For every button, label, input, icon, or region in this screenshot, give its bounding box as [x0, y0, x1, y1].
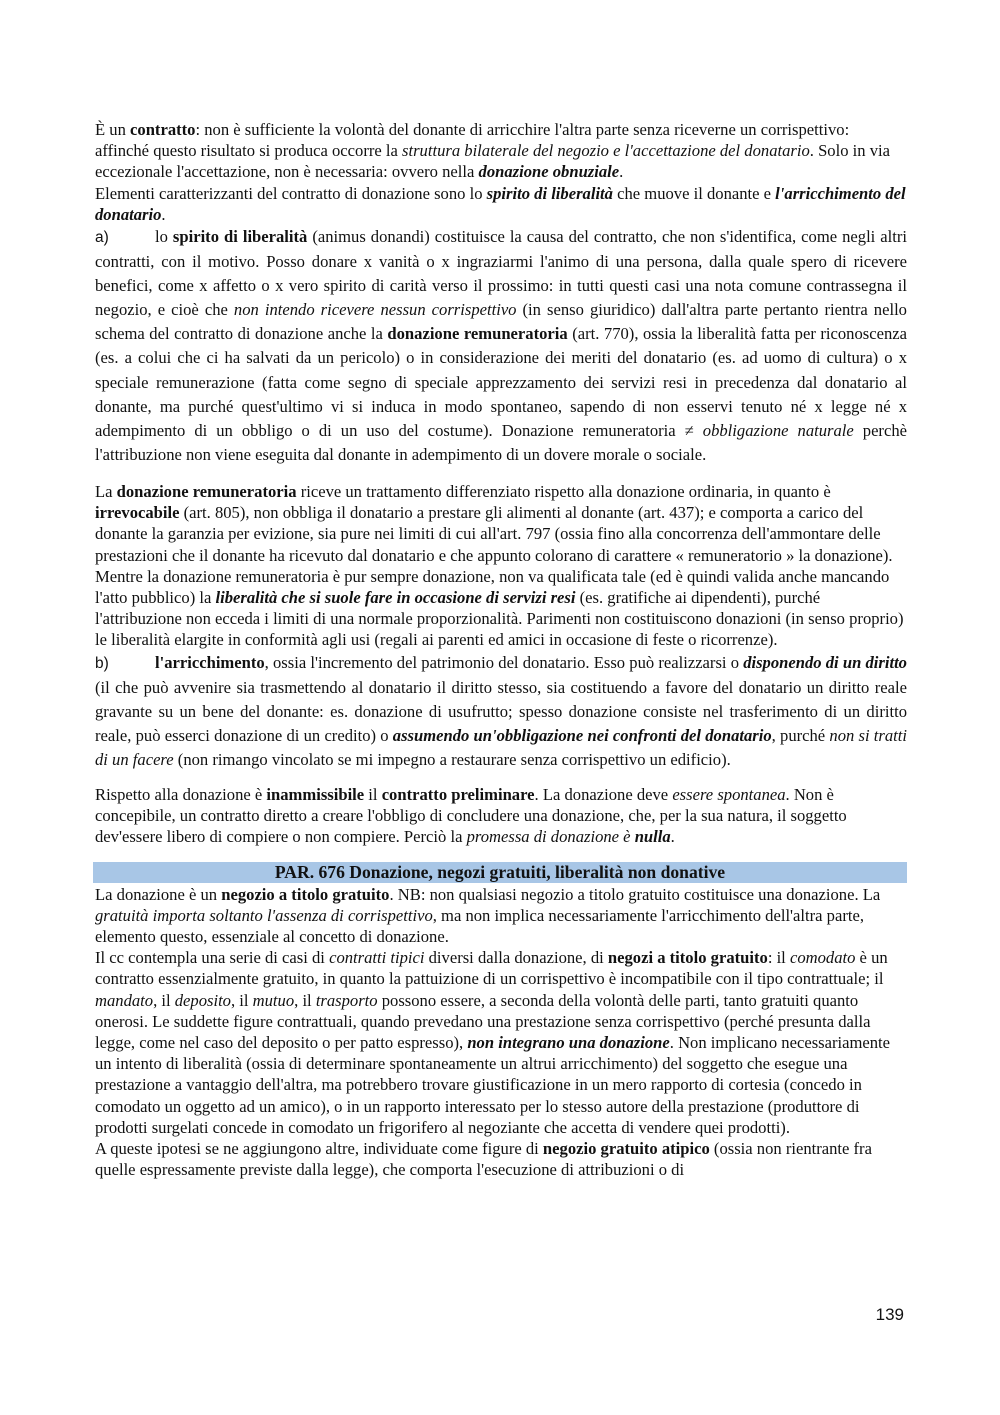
page-number: 139 — [875, 1305, 904, 1324]
preliminare-paragraph: Rispetto alla donazione è inammissibile il contratto preliminare. La donazione deve essere spontanea. Non è concepibile, un contratto diretto a creare l'obbligo di concludere una donazione, che, per la sua natura, il soggetto dev'essere libero di compiere o non compiere. Perciò la promessa di donazione è nulla. — [95, 785, 847, 847]
elements-paragraph: Elementi caratterizzanti del contratto di donazione sono lo spirito di liberalità che muove il donante e l'arricchimento del donatario. — [95, 183, 906, 224]
liberalita-paragraph: Mentre la donazione remuneratoria è pur sempre donazione, non va qualificata tale (ed è quindi valida anche mancando l'atto pubblico) la liberalità che si suole fare in occasione di servizi resi (es. gratifiche ai dipendenti), purché l'attribuzione non ecceda i limiti di una normale proporzionalità. Parimenti non costituiscono donazioni (in senso proprio) le liberalità elargite in conformità agli usi (regali ai parenti ed amici in occasione di feste o ricorrenze). — [95, 566, 904, 650]
section-paragraph-1: La donazione è un negozio a titolo gratuito. NB: non qualsiasi negozio a titolo gratuito costituisce una donazione. La gratuità importa soltanto l'assenza di corrispettivo, ma non implica necessariamente l'arricchimento dell'altra parte, elemento questo, essenziale al concetto di donazione. — [95, 884, 881, 947]
section-paragraph-2: Il cc contempla una serie di casi di contratti tipici diversi dalla donazione, di negozi a titolo gratuito: il comodato è un contratto essenzialmente gratuito, in quanto la pattuizione di un corrispettivo è incompatibile con il tipo contrattuale; il mandato, il deposito, il mutuo, il trasporto possono essere, a seconda della volontà delle parti, tanto gratuiti quanto onerosi. Le suddette figure contrattuali, quando prevedano una prestazione senza corrispettivo (perché presunta dalla legge, come nel caso del deposito o per patto espresso), non integrano una donazione. Non implicano necessariamente un intento di liberalità (ossia di determinare spontaneamente un altrui arricchimento) del soggetto che esegue una prestazione a vantaggio dell'altra, ma potrebbero trovare giustificazione in un mero rapporto di cortesia (concedo in comodato un oggetto ad un amico), o in un rapporto interessato per lo stesso autore della prestazione (produttore di prodotti surgelati concede in comodato un frigorifero al negoziante che accetta di vendere quei prodotti). — [95, 948, 891, 1137]
list-label-a: a) — [95, 229, 109, 247]
list-item-a: a) lo spirito di liberalità (animus donandi) costituisce la causa del contratto, che non s'identifica, come negli altri contratti, con il motivo. Posso donare x vanità o x ingraziarmi l'animo di una persona, dalla quale spero di ricevere benefici, come x affetto o x vero spirito di carità verso il prossimo: in tutti questi casi una nota comune contrassegna il negozio, e cioè che non intendo ricevere nessun corrispettivo (in senso giuridico) dall'altra parte pertanto rientra nello schema del contratto di donazione anche la donazione remuneratoria (art. 770), ossia la liberalità fatta per riconoscenza (es. a colui che ci ha salvati da un pericolo) o in considerazione dei meriti del donatario (es. ad uomo di cultura) o x speciale remunerazione (fatta come segno di speciale apprezzamento dei servizi resi in precedenza dal donatario al donante, ma purché quest'ultimo vi si induca in modo spontaneo, sapendo di non esservi tenuto né x legge né x adempimento di un obbligo o di un uso del costume). Donazione remuneratoria ≠ obbligazione naturale perchè l'attribuzione non viene eseguita dal donante in adempimento di un dovere morale o sociale. — [95, 227, 908, 464]
remuneratoria-paragraph: La donazione remuneratoria riceve un trattamento differenziato rispetto alla donazione ordinaria, in quanto è irrevocabile (art. 805), non obbliga il donatario a prestare gli alimenti al donante (art. 437); e comporta a carico del donante la garanzia per evizione, sia pure nei limiti di cui all'art. 797 (ossia fino alla concorrenza dell'ammontare delle prestazioni che il donante ha ricevuto dal donatario e che appunto colorano di carattere « remuneratorio » la donazione). — [95, 481, 893, 565]
document-body — [95, 119, 907, 1181]
section-paragraph-3: A queste ipotesi se ne aggiungono altre, individuate come figure di negozio gratuito atipico (ossia non rientrante fra quelle espressamente previste dalla legge), che comporta l'esecuzione di attribuzioni o di — [95, 1139, 872, 1180]
list-label-b: b) — [95, 654, 109, 672]
list-item-b: b) l'arricchimento, ossia l'incremento del patrimonio del donatario. Esso può realizzarsi o disponendo di un diritto (il che può avvenire sia trasmettendo al donatario il diritto stesso, sia costituendo a favore del donatario un diritto reale gravante su un bene del donante: es. donazione di usufrutto; spesso donazione consiste nel trasferimento di un diritto reale, può esserci donazione di un credito) o assumendo un'obbligazione nei confronti del donatario, purché non si tratti di un facere (non rimango vincolato se mi impegno a restaurare senza corrispettivo un edificio). — [95, 652, 908, 769]
section-heading: PAR. 676 Donazione, negozi gratuiti, liberalità non donative — [93, 862, 907, 883]
intro-paragraph: È un contratto: non è sufficiente la volontà del donante di arricchire l'altra parte senza riceverne un corrispettivo: affinché questo risultato si produca occorre la struttura bilaterale del negozio e l'accettazione del donatario. Solo in via eccezionale l'accettazione, non è necessaria: ovvero nella donazione obnuziale. — [95, 120, 890, 182]
